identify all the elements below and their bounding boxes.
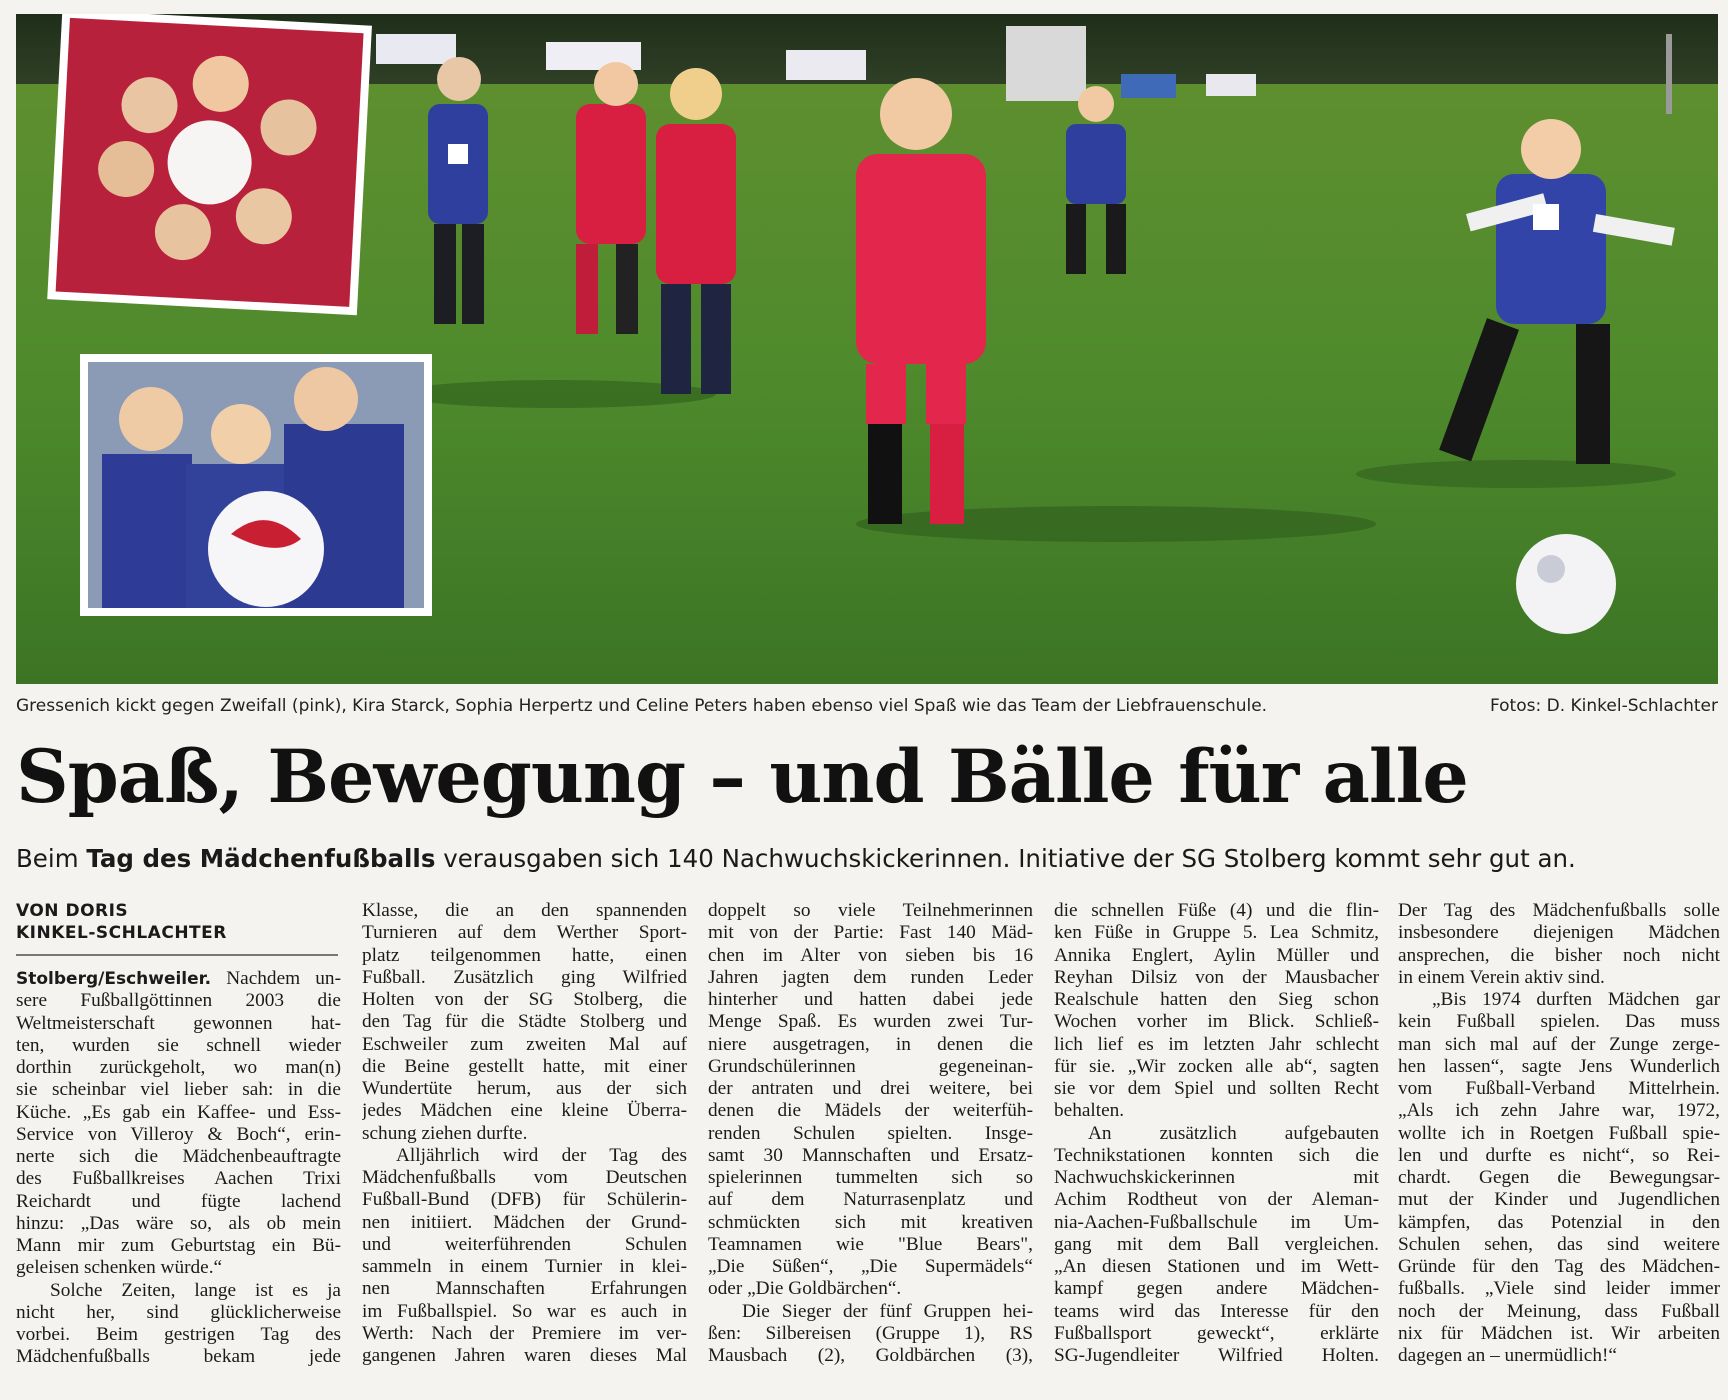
inset-photo-three-girls bbox=[80, 354, 432, 616]
column-line: ten, wurden sie schnell wieder bbox=[16, 1034, 341, 1056]
column-line: fußballs. „Viele sind leider immer bbox=[1398, 1278, 1720, 1300]
column-line: mit von der Partie: Fast 140 Mäd- bbox=[708, 922, 1033, 944]
column-line: An zusätzlich aufgebauten bbox=[1088, 1122, 1379, 1144]
column-line: Teamnamen wie "Blue Bears", bbox=[708, 1233, 1033, 1255]
column-line: Technikstationen konnten sich die bbox=[1054, 1144, 1379, 1166]
column-line: ansprechen, die bisher noch nicht bbox=[1398, 944, 1720, 966]
column-line: die schnellen Füße (4) und die flin- bbox=[1054, 900, 1379, 921]
column-line: Klasse, die an den spannenden bbox=[362, 900, 687, 921]
column-line: des Fußballkreises Aachen Trixi bbox=[16, 1168, 341, 1190]
column-line: renden Schulen spielten. Insge- bbox=[708, 1122, 1033, 1144]
column-line: „Bis 1974 durften Mädchen gar bbox=[1432, 989, 1720, 1010]
column-line: oder „Die Goldbärchen“. bbox=[708, 1278, 902, 1300]
column-line: nia-Aachen-Fußballschule im Um- bbox=[1054, 1211, 1379, 1233]
column-line: kämpfen, das Potenzial in den bbox=[1398, 1211, 1720, 1233]
column-line: nix für Mädchen ist. Wir arbeiten bbox=[1398, 1322, 1720, 1344]
column-line: ßen: Silbereisen (Gruppe 1), RS bbox=[708, 1322, 1033, 1344]
column-line: „Die Süßen“, „Die Supermädels“ bbox=[708, 1256, 1033, 1277]
column-line: Fußball-Bund (DFB) für Schülerin- bbox=[362, 1189, 687, 1211]
column-line: „Als ich zehn Jahre war, 1972, bbox=[1398, 1100, 1720, 1122]
column-line: Schulen sehen, das sind weitere bbox=[1398, 1233, 1720, 1255]
column-line: chardt. Gegen die Bewegungsar- bbox=[1398, 1167, 1720, 1188]
deck-after: verausgaben sich 140 Nachwuchskickerinnen. Initiative der SG Stolberg kommt sehr gut an. bbox=[435, 844, 1576, 873]
article-column-2 bbox=[362, 900, 687, 1400]
column-line: „An diesen Stationen und im Wett- bbox=[1054, 1256, 1379, 1277]
article-column-5 bbox=[1398, 900, 1720, 1400]
column-line: Gründe für den Tag des Mädchen- bbox=[1398, 1256, 1720, 1277]
main-photo bbox=[16, 14, 1718, 684]
column-line: dorthin zurückgeholt, wo man(n) bbox=[16, 1057, 341, 1078]
column-line: kampf gegen andere Mädchen- bbox=[1054, 1278, 1379, 1300]
article-column-4 bbox=[1054, 900, 1379, 1400]
byline-line-2: KINKEL-SCHLACHTER bbox=[16, 923, 227, 943]
column-line: Weltmeisterschaft gewonnen hat- bbox=[16, 1012, 341, 1034]
article-column-3 bbox=[708, 900, 1033, 1400]
column-line: Fußballsport geweckt“, erklärte bbox=[1054, 1322, 1379, 1344]
column-line: Wochen vorher im Blick. Schließ- bbox=[1054, 1011, 1379, 1033]
column-line: hinzu: „Das wäre so, als ob mein bbox=[16, 1212, 341, 1234]
deck-bold: Tag des Mädchenfußballs bbox=[86, 844, 436, 873]
column-line: schung ziehen durfte. bbox=[362, 1122, 528, 1144]
column-line: in einem Verein aktiv sind. bbox=[1398, 966, 1605, 988]
column-line: geleisen schenken würde.“ bbox=[16, 1257, 223, 1279]
column-line: Wundertüte herum, aus der sich bbox=[362, 1078, 687, 1099]
column-line: man sich mal auf der Zunge zerge- bbox=[1398, 1033, 1720, 1055]
column-line: Jahren jagten dem runden Leder bbox=[708, 966, 1033, 988]
column-line: wollte ich in Roetgen Fußball spie- bbox=[1398, 1122, 1720, 1144]
inset-photo-huddle bbox=[47, 14, 372, 315]
column-line: nicht her, sind glücklicherweise bbox=[16, 1301, 341, 1323]
column-line: len und durfte es nicht“, so Rei- bbox=[1398, 1144, 1720, 1166]
column-line: denen die Mädels der weiterfüh- bbox=[708, 1100, 1033, 1122]
column-line: chen im Alter von sieben bis 16 bbox=[708, 944, 1033, 966]
column-line: Solche Zeiten, lange ist es ja bbox=[50, 1279, 341, 1301]
column-line: vom Fußball-Verband Mittelrhein. bbox=[1398, 1078, 1720, 1099]
column-line: gangenen Jahren waren dieses Mal bbox=[362, 1345, 687, 1366]
column-line: Service von Villeroy & Boch“, erin- bbox=[16, 1123, 341, 1145]
column-line: gang mit dem Ball vergleichen. bbox=[1054, 1233, 1379, 1255]
column-line: doppelt so viele Teilnehmerinnen bbox=[708, 900, 1033, 921]
column-line: noch der Meinung, dass Fußball bbox=[1398, 1300, 1720, 1322]
deck-before: Beim bbox=[16, 844, 87, 873]
column-line: sammeln in einem Turnier in klei- bbox=[362, 1256, 687, 1277]
column-line: Reyhan Dilsiz von der Mausbacher bbox=[1054, 966, 1379, 988]
football bbox=[1516, 534, 1616, 634]
column-line: Die Sieger der fünf Gruppen hei- bbox=[742, 1300, 1033, 1322]
column-line: Mausbach (2), Goldbärchen (3), bbox=[708, 1345, 1033, 1366]
column-line: hinterher und hatten dabei jede bbox=[708, 989, 1033, 1010]
column-line: sie scheinbar viel lieber sah: in die bbox=[16, 1079, 341, 1101]
column-line: schmückten sich mit kreativen bbox=[708, 1211, 1033, 1233]
column-line: teams wird das Interesse für den bbox=[1054, 1300, 1379, 1322]
column-line: vorbei. Beim gestrigen Tag des bbox=[16, 1324, 341, 1345]
deck bbox=[16, 843, 1718, 875]
column-line: Holten von der SG Stolberg, die bbox=[362, 989, 687, 1010]
column-line: nen Mannschaften Erfahrungen bbox=[362, 1278, 687, 1300]
column-line: behalten. bbox=[1054, 1100, 1125, 1122]
column-line: Menge Spaß. Es wurden zwei Tur- bbox=[708, 1011, 1033, 1033]
column-line: nen initiiert. Mädchen der Grund- bbox=[362, 1211, 687, 1233]
column-line: auf dem Naturrasenplatz und bbox=[708, 1189, 1033, 1211]
column-line: platz teilgenommen hatte, einen bbox=[362, 944, 687, 966]
column-line: dagegen an – unermüdlich!“ bbox=[1398, 1345, 1617, 1366]
column-line: samt 30 Mannschaften und Ersatz- bbox=[708, 1144, 1033, 1166]
column-line: Mädchenfußballs bekam jede bbox=[16, 1346, 341, 1368]
column-line: im Fußballspiel. So war es auch in bbox=[362, 1300, 687, 1322]
column-line: Grundschülerinnen gegeneinan- bbox=[708, 1055, 1033, 1077]
column-line: der antraten und drei weitere, bei bbox=[708, 1078, 1033, 1099]
column-line: niere ausgetragen, in denen die bbox=[708, 1033, 1033, 1055]
column-line: sie vor dem Spiel und sollten Recht bbox=[1054, 1078, 1379, 1099]
photo-caption bbox=[16, 694, 1718, 722]
column-line: Küche. „Es gab ein Kaffee- und Ess- bbox=[16, 1101, 341, 1123]
column-line: SG-Jugendleiter Wilfried Holten. bbox=[1054, 1345, 1379, 1366]
column-line: mut der Kinder und Jugendlichen bbox=[1398, 1189, 1720, 1211]
column-line: Alljährlich wird der Tag des bbox=[396, 1144, 687, 1166]
column-line: Turnieren auf dem Werther Sport- bbox=[362, 922, 687, 944]
column-line: Realschule hatten den Sieg schon bbox=[1054, 989, 1379, 1010]
column-line bbox=[16, 968, 341, 990]
column-line: jedes Mädchen eine kleine Überra- bbox=[362, 1100, 687, 1122]
photo-credit: Fotos: D. Kinkel-Schlachter bbox=[1489, 696, 1718, 716]
column-line: nerte sich die Mädchenbeauftragte bbox=[16, 1146, 341, 1167]
column-line: kein Fußball spielen. Das muss bbox=[1398, 1011, 1720, 1033]
headline: Spaß, Bewegung – und Bälle für alle bbox=[16, 734, 1468, 820]
column-line: spielerinnen tummelten sich so bbox=[708, 1167, 1033, 1188]
column-line: Annika Englert, Aylin Müller und bbox=[1054, 944, 1379, 966]
column-line: lich lief es im letzten Jahr schlecht bbox=[1054, 1033, 1379, 1055]
byline-line-1: VON DORIS bbox=[16, 901, 129, 921]
column-text: Nachdem un- bbox=[211, 968, 341, 989]
caption-text: Gressenich kickt gegen Zweifall (pink), Kira Starck, Sophia Herpertz und Celine Peters haben ebenso viel Spaß wie das Team der Liebfrauenschule. bbox=[16, 696, 1268, 716]
article-column-1 bbox=[16, 900, 341, 1400]
column-line: hen lassen“, sagte Jens Wunderlich bbox=[1398, 1055, 1720, 1077]
dateline: Stolberg/Eschweiler. bbox=[16, 969, 212, 989]
byline-divider bbox=[16, 954, 338, 956]
football-field-illustration bbox=[16, 14, 1718, 684]
column-line: ken Füße in Gruppe 5. Lea Schmitz, bbox=[1054, 922, 1379, 944]
column-line: für sie. „Wir zocken alle ab“, sagten bbox=[1054, 1055, 1379, 1077]
column-line: die Beine gestellt hatte, mit einer bbox=[362, 1055, 687, 1077]
column-line: Eschweiler zum zweiten Mal auf bbox=[362, 1033, 687, 1055]
column-line: sere Fußballgöttinnen 2003 die bbox=[16, 990, 341, 1012]
column-line: Fußball. Zusätzlich ging Wilfried bbox=[362, 966, 687, 988]
column-line: Werth: Nach der Premiere im ver- bbox=[362, 1322, 687, 1344]
column-line: Mädchenfußballs vom Deutschen bbox=[362, 1167, 687, 1188]
column-line: den Tag für die Städte Stolberg und bbox=[362, 1011, 687, 1033]
column-line: Nachwuchskickerinnen mit bbox=[1054, 1167, 1379, 1188]
column-line: Achim Rodtheut von der Aleman- bbox=[1054, 1189, 1379, 1211]
column-line: Der Tag des Mädchenfußballs solle bbox=[1398, 900, 1720, 921]
column-line: und weiterführenden Schulen bbox=[362, 1233, 687, 1255]
column-line: insbesondere diejenigen Mädchen bbox=[1398, 922, 1720, 944]
column-line: Mann mir zum Geburtstag ein Bü- bbox=[16, 1235, 341, 1256]
column-line: Reichardt und fügte lachend bbox=[16, 1190, 341, 1212]
